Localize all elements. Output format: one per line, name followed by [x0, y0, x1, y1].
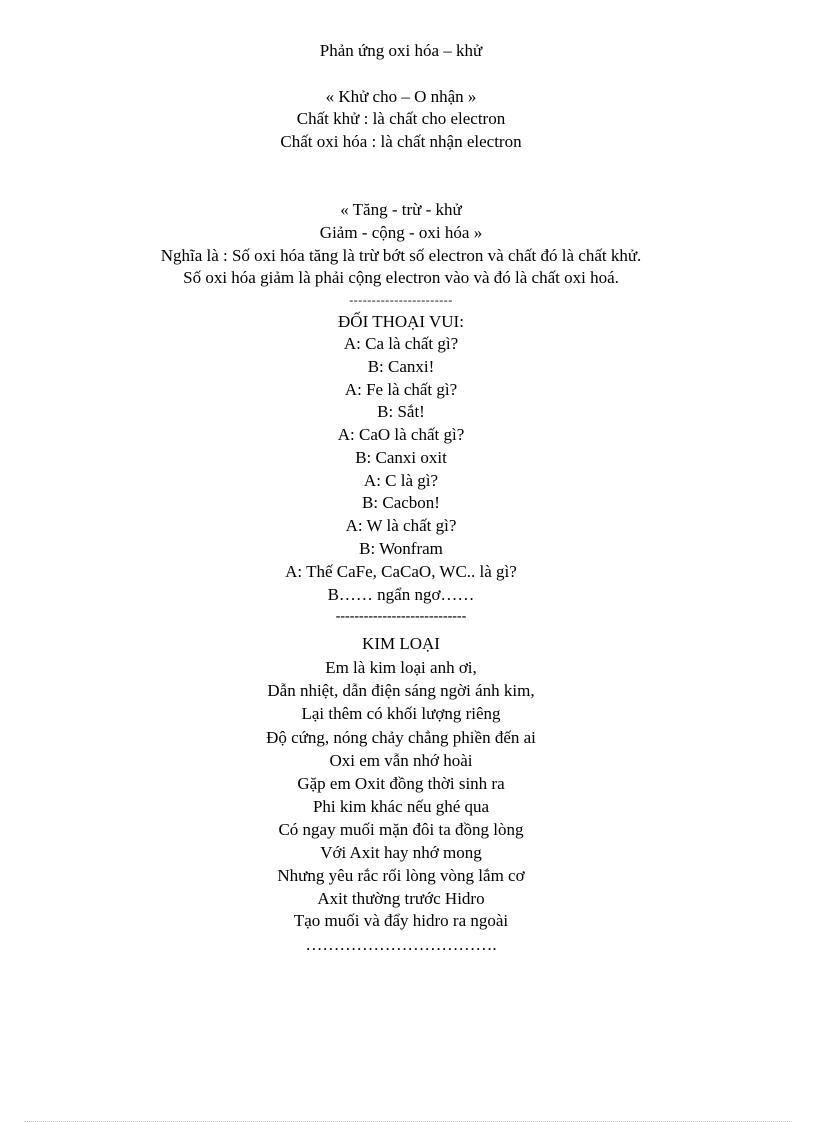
document-title: Phản ứng oxi hóa – khử: [319, 41, 483, 60]
poem-line: Lại thêm có khối lượng riêng: [301, 704, 501, 723]
dialogue-line: A: Ca là chất gì?: [343, 334, 459, 353]
poem-line: Phi kim khác nếu ghé qua: [312, 797, 490, 816]
dialogue-line: A: Thế CaFe, CaCaO, WC.. là gì?: [285, 562, 517, 581]
dialogue-line: A: Fe là chất gì?: [344, 380, 458, 399]
rule1-oxidant-definition: Chất oxi hóa : là chất nhận electron: [280, 132, 522, 151]
dialogue-line: B: Canxi oxit: [355, 448, 447, 467]
rule2-meaning-line1: Nghĩa là : Số oxi hóa tăng là trừ bớt số electron và chất đó là chất khử.: [160, 246, 642, 265]
rule1-motto: « Khử cho – O nhận »: [325, 87, 477, 106]
dialogue-heading: ĐỐI THOẠI VUI:: [338, 312, 464, 331]
poem-heading: KIM LOẠI: [362, 634, 440, 653]
dialogue-line: A: W là chất gì?: [345, 516, 457, 535]
poem-line: Em là kim loại anh ơi,: [325, 658, 477, 677]
page-bottom-rule: [24, 1121, 792, 1122]
separator-thin: -----------------------: [349, 293, 453, 307]
poem-line: Nhưng yêu rắc rối lòng vòng lắm cơ: [277, 866, 525, 885]
dialogue-line: B: Wonfram: [359, 539, 443, 558]
dialogue-line: A: CaO là chất gì?: [337, 425, 465, 444]
poem-line: Với Axit hay nhớ mong: [320, 843, 482, 862]
poem-ending-ellipsis: …………………………….: [305, 935, 497, 954]
poem-line: Có ngay muối mặn đôi ta đồng lòng: [278, 820, 524, 839]
poem-line: Gặp em Oxit đồng thời sinh ra: [297, 774, 505, 793]
poem-line: Tạo muối và đẩy hidro ra ngoài: [293, 911, 509, 930]
dialogue-line: A: C là gì?: [363, 471, 439, 490]
dialogue-line: B: Cacbon!: [362, 493, 440, 512]
rule2-motto-line1: « Tăng - trừ - khử: [340, 200, 462, 219]
rule2-meaning-line2: Số oxi hóa giảm là phải cộng electron vào và đó là chất oxi hoá.: [183, 268, 619, 287]
dialogue-line: B…… ngẩn ngơ……: [327, 585, 475, 604]
rule1-reductant-definition: Chất khử : là chất cho electron: [296, 109, 506, 128]
dialogue-line: B: Canxi!: [367, 357, 435, 376]
poem-line: Dẫn nhiệt, dẫn điện sáng ngời ánh kim,: [267, 681, 535, 700]
poem-line: Axit thường trước Hidro: [317, 889, 485, 908]
rule2-motto-line2: Giảm - cộng - oxi hóa »: [319, 223, 483, 242]
poem-line: Độ cứng, nóng chảy chẳng phiền đến ai: [266, 728, 536, 747]
poem-line: Oxi em vẫn nhớ hoài: [329, 751, 473, 770]
dialogue-line: B: Sắt!: [377, 402, 425, 421]
separator-bold: ----------------------------: [335, 609, 467, 624]
